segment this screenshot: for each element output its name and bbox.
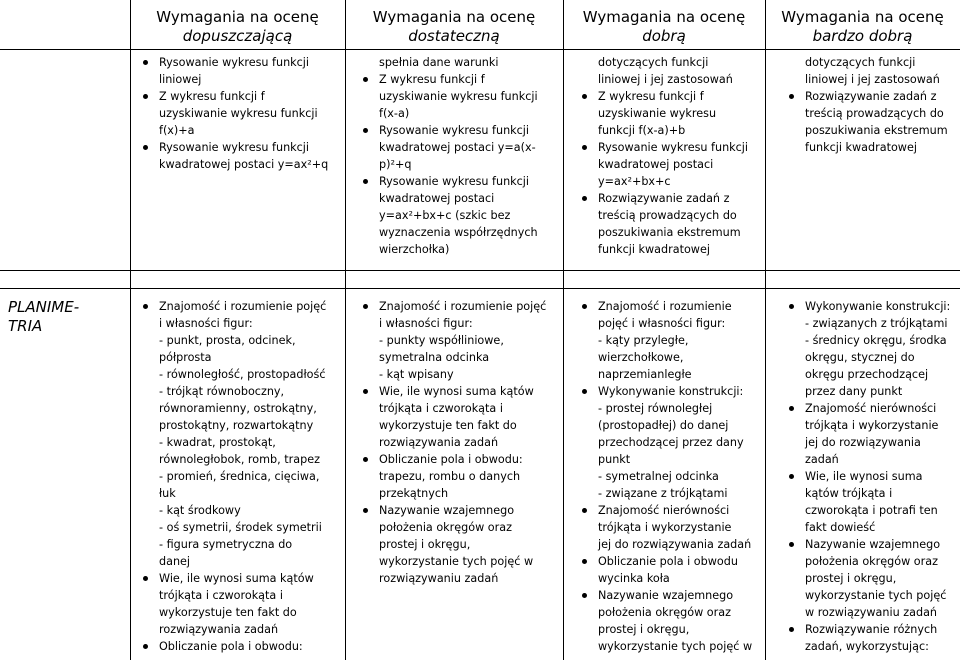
- bullet-item: Znajomość nierówności: [598, 502, 752, 519]
- cell-r1-dobra: [598, 54, 748, 258]
- text-line: danej: [159, 555, 191, 568]
- bullet-item: Obliczanie pola i obwodu: [598, 553, 752, 570]
- bullet-item: Rysowanie wykresu funkcji: [159, 139, 328, 156]
- text-line: (prostopadłej) do danej: [598, 419, 729, 432]
- text-line: prostej i okręgu,: [379, 538, 471, 551]
- header-line: Wymagania na ocenę: [156, 8, 319, 26]
- text-line: przez dany punkt: [805, 385, 903, 398]
- header-grade: dostateczną: [408, 27, 500, 45]
- text-line: uzyskiwanie wykresu funkcji: [159, 107, 318, 120]
- text-line: jej do rozwiązywania zadań: [598, 538, 752, 551]
- row-divider: [0, 270, 960, 271]
- text-line: naprzemianległe: [598, 368, 692, 381]
- column-divider: [563, 0, 564, 660]
- text-line: łuk: [159, 487, 176, 500]
- bullet-item: Rozwiązywanie zadań z: [805, 88, 948, 105]
- text-line: treścią prowadzących do: [805, 107, 944, 120]
- text-line: - symetralnej odcinka: [598, 470, 719, 483]
- section-label-line: PLANIME-: [8, 298, 80, 316]
- text-line: - równoległość, prostopadłość: [159, 368, 326, 381]
- section-label-planimetria: [8, 298, 79, 336]
- text-line: przekątnych: [379, 487, 449, 500]
- text-line: wierzchołka): [379, 243, 450, 256]
- header-dobra: [563, 8, 765, 46]
- section-label-line: TRIA: [8, 317, 43, 335]
- text-line: równoległobok, romb, trapez: [159, 453, 320, 466]
- text-line: wykorzystanie tych pojęć: [805, 589, 947, 602]
- text-line: okręgu przechodzącej: [805, 368, 929, 381]
- text-line: poszukiwania ekstremum: [805, 124, 948, 137]
- cell-r1-bardzo-dobra: [805, 54, 948, 156]
- text-line: trójkąta i czworokąta i: [159, 589, 283, 602]
- bullet-item: Rozwiązywanie różnych: [805, 621, 950, 638]
- header-line: Wymagania na ocenę: [372, 8, 536, 26]
- text-line: - trójkąt równoboczny,: [159, 385, 285, 398]
- text-line: - promień, średnica, cięciwa,: [159, 470, 320, 483]
- bullet-item: Z wykresu funkcji f: [598, 88, 748, 105]
- bullet-item: Obliczanie pola i obwodu:: [159, 638, 326, 655]
- row-divider: [0, 288, 960, 289]
- text-line: zadań: [805, 453, 839, 466]
- text-line: pojęć i własności figur:: [598, 317, 726, 330]
- text-line: kwadratowej postaci y=a(x-: [379, 141, 536, 154]
- cell-r1-dopuszczajaca: [159, 54, 328, 173]
- text-line: punkt: [598, 453, 631, 466]
- text-line: wycinka koła: [598, 572, 670, 585]
- text-line: prostej i okręgu,: [805, 572, 897, 585]
- text-line: wykorzystanie tych pojęć w: [598, 640, 753, 653]
- text-line: funkcji f(x-a)+b: [598, 124, 686, 137]
- text-line: przechodzącej przez dany: [598, 436, 744, 449]
- text-line: treścią prowadzących do: [598, 209, 737, 222]
- text-line: y=ax²+bx+c (szkic bez: [379, 209, 511, 222]
- text-line: funkcji kwadratowej: [805, 141, 917, 154]
- bullet-item: Nazywanie wzajemnego: [598, 587, 752, 604]
- text-line: trójkąta i wykorzystanie: [805, 419, 939, 432]
- text-line: w rozwiązywaniu zadań: [805, 606, 938, 619]
- text-line: trójkąta i wykorzystanie: [598, 521, 732, 534]
- cell-r2-dopuszczajaca: [159, 298, 326, 655]
- text-line: i własności figur:: [159, 317, 253, 330]
- text-line: położenia okręgów oraz: [379, 521, 512, 534]
- text-line: - kwadrat, prostokąt,: [159, 436, 276, 449]
- text-line: czworokąta i potrafi ten: [805, 504, 938, 517]
- bullet-item: Wykonywanie konstrukcji:: [805, 300, 951, 313]
- column-divider: [765, 0, 766, 660]
- bullet-item: Rysowanie wykresu funkcji: [598, 141, 749, 154]
- text-line: - kąty przyległe,: [598, 334, 689, 347]
- text-line: kątów trójkąta i: [805, 487, 893, 500]
- bullet-item: Obliczanie pola i obwodu:: [379, 451, 546, 468]
- text-line: liniowej i jej zastosowań: [805, 73, 940, 86]
- cell-r2-dobra: [598, 298, 752, 655]
- bullet-item: Rysowanie wykresu funkcji: [379, 122, 538, 139]
- text-line: rozwiązywania zadań: [379, 436, 499, 449]
- text-line: f(x-a): [379, 107, 410, 120]
- cell-r1-dostateczna: [379, 54, 538, 258]
- text-line: - oś symetrii, środek symetrii: [159, 521, 322, 534]
- text-line: - punkty współliniowe,: [379, 334, 504, 347]
- text-line: prostej i okręgu,: [598, 623, 690, 636]
- text-line: - kąt środkowy: [159, 504, 241, 517]
- header-dostateczna: [345, 8, 563, 46]
- text-line: wierzchołkowe,: [598, 351, 684, 364]
- bullet-item: Znajomość i rozumienie pojęć: [159, 300, 327, 313]
- text-line: fakt dowieść: [805, 521, 876, 534]
- bullet-item: Wie, ile wynosi suma kątów: [159, 570, 326, 587]
- text-line: kwadratowej postaci: [598, 158, 714, 171]
- bullet-item: Znajomość nierówności: [805, 400, 950, 417]
- text-line: y=ax²+bx+c: [598, 175, 671, 188]
- text-line: f(x)+a: [159, 124, 195, 137]
- text-line: uzyskiwanie wykresu funkcji: [379, 90, 538, 103]
- header-grade: bardzo dobrą: [812, 27, 913, 45]
- bullet-item: Znajomość i rozumienie pojęć: [379, 300, 547, 313]
- text-line: jej do rozwiązywania: [805, 436, 921, 449]
- header-bardzo-dobra: [765, 8, 960, 46]
- text-line: - figura symetryczna do: [159, 538, 293, 551]
- bullet-item: Z wykresu funkcji f: [159, 88, 328, 105]
- column-divider: [345, 0, 346, 660]
- bullet-item: Znajomość i rozumienie: [598, 298, 752, 315]
- text-line: rozwiązywania zadań: [159, 623, 279, 636]
- text-line: - związanych z trójkątami: [805, 317, 948, 330]
- text-line: i własności figur:: [379, 317, 473, 330]
- text-line: położenia okręgów oraz: [805, 555, 938, 568]
- column-divider: [130, 0, 131, 660]
- text-line: trapezu, rombu o danych: [379, 470, 521, 483]
- text-line: zadań, wykorzystując:: [805, 640, 929, 653]
- text-line: - średnicy okręgu, środka: [805, 334, 947, 347]
- bullet-item: Nazywanie wzajemnego: [379, 502, 546, 519]
- text-line: - punkt, prosta, odcinek,: [159, 334, 296, 347]
- text-line: uzyskiwanie wykresu: [598, 107, 717, 120]
- text-line: wykorzystuje ten fakt do: [379, 419, 517, 432]
- text-line: położenia okręgów oraz: [598, 606, 731, 619]
- text-line: prostokątny, rozwartokątny: [159, 419, 314, 432]
- header-grade: dopuszczającą: [182, 27, 293, 45]
- cell-r2-bardzo-dobra: [805, 298, 950, 655]
- text-line: trójkąta i czworokąta i: [379, 402, 503, 415]
- text-line: - kąt wpisany: [379, 368, 454, 381]
- bullet-item: Wie, ile wynosi suma kątów: [379, 383, 546, 400]
- header-line: Wymagania na ocenę: [781, 8, 944, 26]
- text-line: liniowej: [159, 73, 202, 86]
- text-line: p)²+q: [379, 158, 412, 171]
- text-line: funkcji kwadratowej: [598, 243, 710, 256]
- cell-r2-dostateczna: [379, 298, 546, 587]
- text-line: kwadratowej postaci y=ax²+q: [159, 158, 329, 171]
- text-line: okręgu, stycznej do: [805, 351, 915, 364]
- header-grade: dobrą: [642, 27, 686, 45]
- bullet-item: Nazywanie wzajemnego: [805, 536, 950, 553]
- text-line: liniowej i jej zastosowań: [598, 73, 733, 86]
- bullet-item: Wie, ile wynosi suma: [805, 468, 950, 485]
- row-divider: [0, 49, 960, 50]
- header-dopuszczajaca: [130, 8, 345, 46]
- text-line: dotyczących funkcji: [598, 56, 709, 69]
- header-line: Wymagania na ocenę: [582, 8, 746, 26]
- text-line: wyznaczenia współrzędnych: [379, 226, 538, 239]
- text-line: symetralna odcinka: [379, 351, 490, 364]
- bullet-item: Wykonywanie konstrukcji:: [598, 383, 752, 400]
- text-line: równoramienny, ostrokątny,: [159, 402, 317, 415]
- text-line: półprosta: [159, 351, 212, 364]
- text-line: wykorzystanie tych pojęć w: [379, 555, 534, 568]
- text-line: spełnia dane warunki: [379, 56, 499, 69]
- text-line: - prostej równoległej: [598, 402, 713, 415]
- text-line: poszukiwania ekstremum: [598, 226, 741, 239]
- text-line: wykorzystuje ten fakt do: [159, 606, 297, 619]
- text-line: dotyczących funkcji: [805, 56, 916, 69]
- text-line: - związane z trójkątami: [598, 487, 728, 500]
- bullet-item: Rysowanie wykresu funkcji: [379, 173, 538, 190]
- bullet-item: Z wykresu funkcji f: [379, 71, 538, 88]
- bullet-item: Rozwiązywanie zadań z: [598, 190, 748, 207]
- bullet-item: Rysowanie wykresu funkcji: [159, 54, 328, 71]
- text-line: kwadratowej postaci: [379, 192, 495, 205]
- text-line: rozwiązywaniu zadań: [379, 572, 499, 585]
